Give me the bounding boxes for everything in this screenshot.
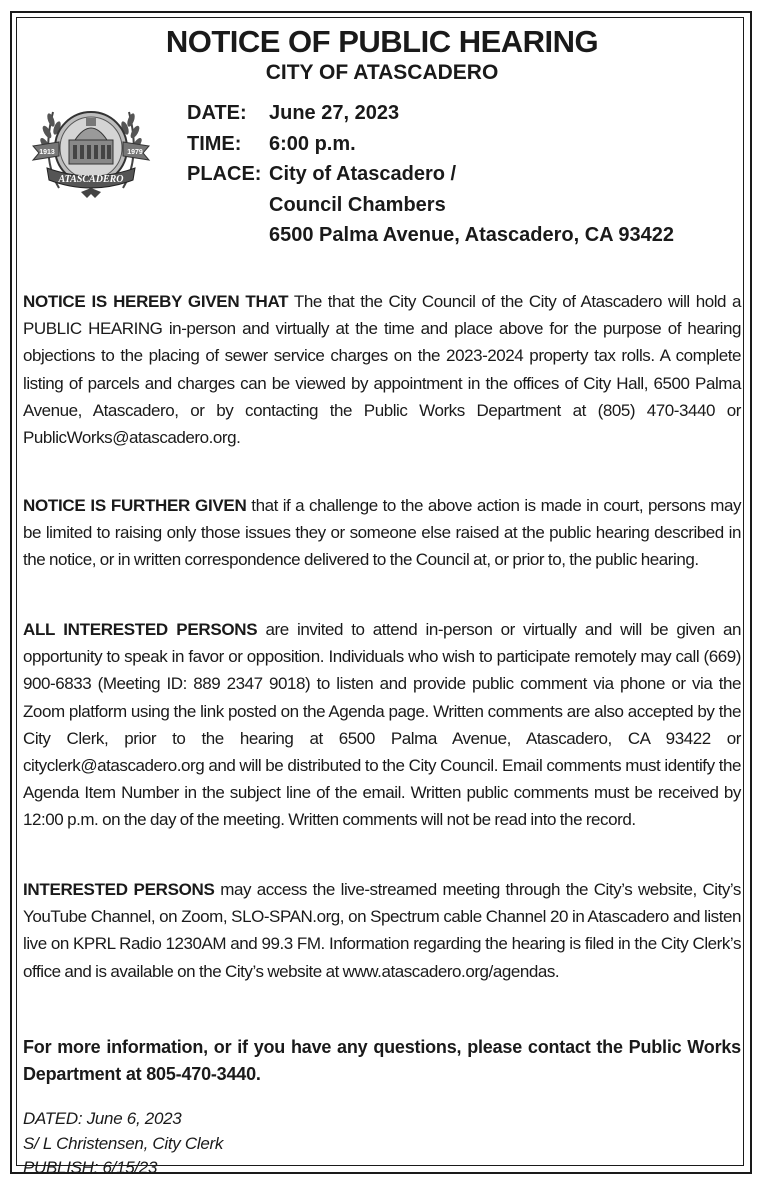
city-seal-icon — [29, 98, 153, 202]
time-value: 6:00 p.m. — [269, 132, 356, 155]
place-line-3: 6500 Palma Avenue, Atascadero, CA 93422 — [269, 224, 675, 246]
header-row — [23, 86, 741, 266]
date-row — [187, 98, 674, 129]
place-line-2: Council Chambers — [269, 193, 446, 216]
seal-year-right: 1979 — [127, 149, 143, 156]
place-row-3 — [187, 220, 674, 251]
paragraph-further-given — [23, 492, 741, 574]
paragraph-lead: NOTICE IS FURTHER GIVEN — [23, 496, 247, 515]
paragraph-body: are invited to attend in-person or virtually and will be given an opportunity to speak in favor or opposition. Individuals who wish to participate remotely may call (669) 900-6833 (Meeting ID: 889 2347 9018) to listen and provide public comment via phone or via the Zoom platform using the link posted on the Agenda page. Written comments are also accepted by the City Clerk, prior to the hearing at 6500 Palma Avenue, Atascadero, CA 93422 or cityclerk@atascadero.org and will be distributed to the City Council. Email comments must identify the Agenda Item Number in the subject line of the email. Written public comments must be received by 12:00 p.m. on the day of the meeting. Written comments will not be read into the record. — [23, 620, 741, 830]
dated-line: DATED: June 6, 2023 — [23, 1109, 182, 1128]
seal-year-left: 1913 — [39, 149, 55, 156]
contact-paragraph: For more information, or if you have any questions, please contact the Public Works Department at 805-470-3440. — [23, 1037, 741, 1084]
time-row — [187, 129, 674, 160]
paragraph-all-interested — [23, 616, 741, 834]
place-line-1: City of Atascadero / — [269, 163, 457, 185]
paragraph-lead: INTERESTED PERSONS — [23, 880, 215, 899]
signoff-block — [23, 1107, 223, 1181]
publish-line: PUBLISH: 6/15/23 — [23, 1158, 158, 1177]
signed-line: S/ L Christensen, City Clerk — [23, 1133, 224, 1153]
paragraph-interested-persons — [23, 876, 741, 985]
time-label: TIME: — [187, 132, 242, 155]
notice-content — [23, 22, 741, 1177]
paragraph-lead: ALL INTERESTED PERSONS — [23, 620, 258, 639]
place-label: PLACE: — [187, 163, 262, 185]
place-row — [187, 159, 674, 190]
date-label: DATE: — [187, 102, 247, 124]
paragraph-body: may access the live-streamed meeting through the City’s website, City’s YouTube Channel, on Zoom, SLO-SPAN.org, on Spectrum cable Channel 20 in Atascadero and listen live on KPRL Radio 1230AM and 99.3 FM. Information regarding the hearing is filed in the City Clerk’s office and is available on the City’s website at www.atascadero.org/agendas. — [23, 880, 741, 981]
notice-title: NOTICE OF PUBLIC HEARING — [165, 24, 599, 59]
paragraph-hereby-given — [23, 288, 741, 451]
date-value: June 27, 2023 — [269, 102, 400, 124]
paragraph-body: The that the City Council of the City of Atascadero will hold a PUBLIC HEARING in-person and virtually at the time and place above for the purpose of hearing objections to the placing of sewer service charges on the 2023-2024 property tax rolls. A complete listing of parcels and charges can be viewed by appointment in the offices of City Hall, 6500 Palma Avenue, Atascadero, or by contacting the Public Works Department at (805) 470-3440 or PublicWorks@atascadero.org. — [23, 292, 741, 448]
paragraph-body: that if a challenge to the above action is made in court, persons may be limited to raising only those issues they or someone else raised at the public hearing described in the notice, or in written correspondence delivered to the Council at, or prior to, the public hearing. — [23, 496, 741, 570]
seal-name: ATASCADERO — [58, 174, 124, 185]
hearing-details — [187, 98, 674, 251]
place-row-2 — [187, 190, 674, 221]
notice-subtitle: CITY OF ATASCADERO — [265, 61, 499, 84]
paragraph-lead: NOTICE IS HEREBY GIVEN THAT — [23, 292, 289, 311]
